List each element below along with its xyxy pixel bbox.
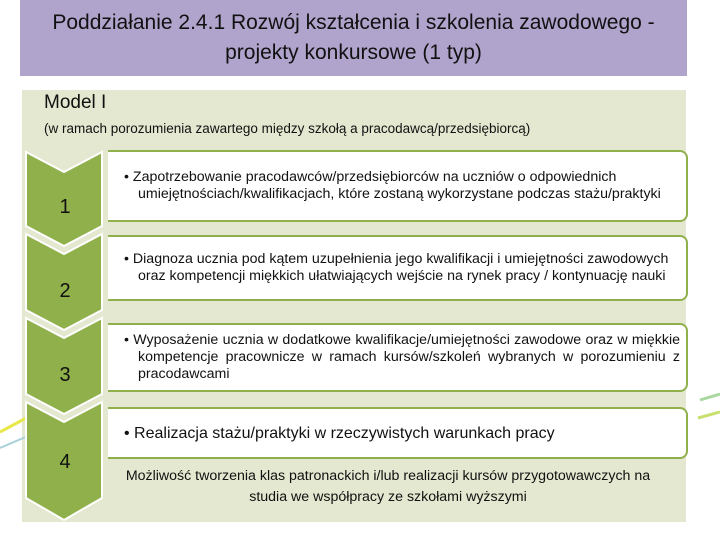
model-label: Model I <box>44 92 107 113</box>
step-text-2: • Diagnoza ucznia pod kątem uzupełnienia jego kwalifikacji i umiejętności zawodowych oraz kompetencji miękkich ułatwiających wejście na rynek pracy / kontynuację nauki <box>124 251 669 284</box>
step-box-1 <box>108 150 688 222</box>
step-number-1: 1 <box>59 196 71 218</box>
step-text-3: • Wyposażenie ucznia w dodatkowe kwalifikacje/umiejętności zawodowe oraz w miękkie kompetencje pracownicze w ramach kursów/szkoleń wybranych w porozumieniu z pracodawcami <box>124 332 680 382</box>
step-box-4 <box>108 407 688 459</box>
model-subtitle: (w ramach porozumienia zawartego między szkołą a pracodawcą/przedsiębiorcą) <box>44 121 531 136</box>
step-box-3 <box>108 323 688 392</box>
note-text: Możliwość tworzenia klas patronackich i/lub realizacji kursów przygotowawczych na studia we współpracy ze szkołami wyższymi <box>125 468 651 505</box>
step-number-4: 4 <box>59 451 71 473</box>
step-number-2: 2 <box>59 280 71 302</box>
step-box-2 <box>108 235 688 301</box>
page-title: Poddziałanie 2.4.1 Rozwój kształcenia i szkolenia zawodowego - projekty konkursowe (1 typ) <box>52 11 655 64</box>
step-text-4: • Realizacja stażu/praktyki w rzeczywistych warunkach pracy <box>124 424 555 442</box>
step-number-3: 3 <box>59 364 71 386</box>
step-text-1: • Zapotrzebowanie pracodawców/przedsiębiorców na uczniów o odpowiednich umiejętnościach/kwalifikacjach, które zostaną wykorzystane podczas stażu/praktyki <box>124 169 661 202</box>
